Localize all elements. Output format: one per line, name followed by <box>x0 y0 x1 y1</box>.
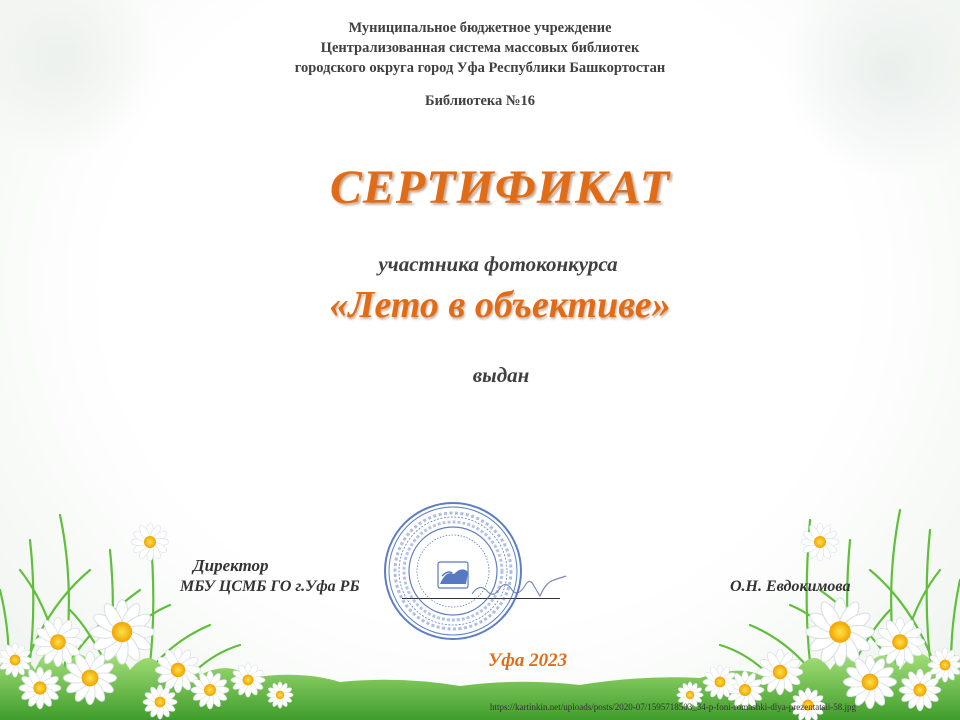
director-name: О.Н. Евдокимова <box>730 578 851 595</box>
city-year: Уфа 2023 <box>488 650 568 671</box>
certificate-subtitle: участника фотоконкурса <box>378 252 618 276</box>
signature-scribble <box>470 572 570 602</box>
contest-name: «Лето в объективе» <box>329 284 671 326</box>
image-source-caption[interactable]: https://kartinkin.net/uploads/posts/2020-07/1595718503_34-p-foni-romashki-dlya-prezentatsii-58.jpg <box>490 702 856 712</box>
header-line-2: Централизованная система массовых библиотек <box>320 40 640 56</box>
library-name: Библиотека №16 <box>424 93 536 109</box>
issued-label: выдан <box>472 363 530 387</box>
director-organization: МБУ ЦСМБ ГО г.Уфа РБ <box>180 578 360 595</box>
header-line-1: Муниципальное бюджетное учреждение <box>348 20 612 36</box>
header-line-3: городского округа город Уфа Республики Башкортостан <box>294 60 666 76</box>
official-seal-icon <box>382 500 524 642</box>
certificate-title: СЕРТИФИКАТ <box>329 161 671 214</box>
institution-header <box>0 18 960 78</box>
director-role: Директор <box>193 556 269 575</box>
